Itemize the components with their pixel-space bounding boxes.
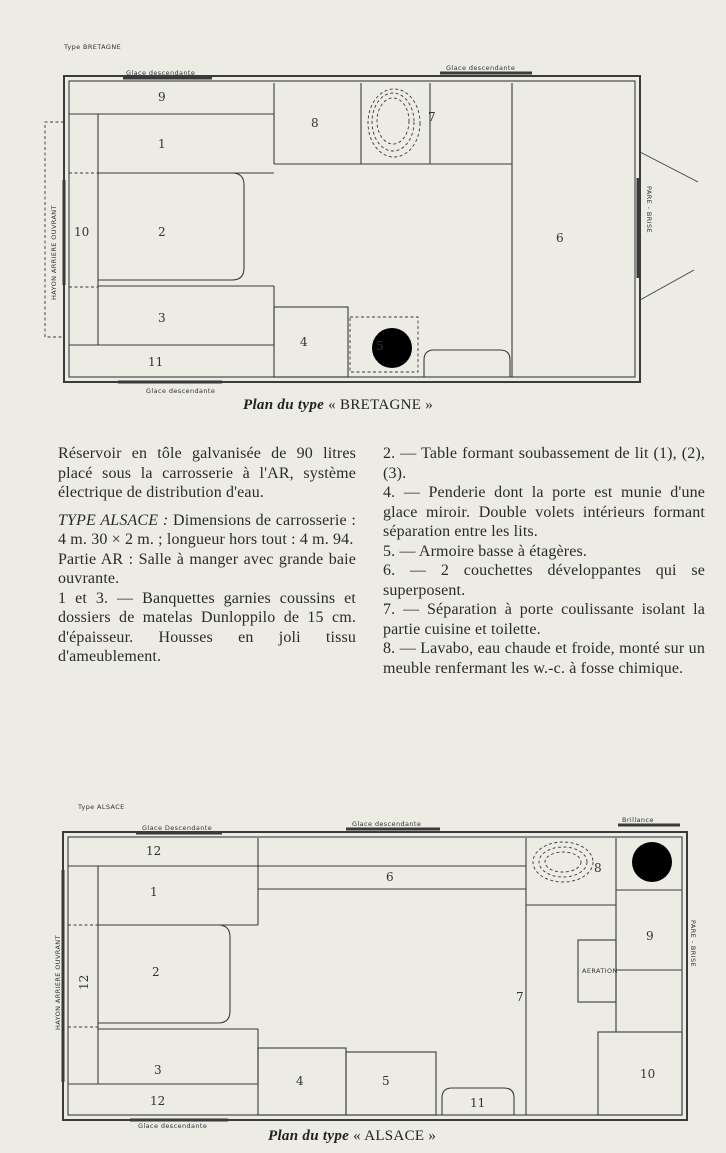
text-column-right	[383, 444, 705, 678]
glass-label: Glace descendante	[352, 820, 422, 828]
item-number: 8	[311, 116, 319, 130]
caption-name: « ALSACE »	[353, 1128, 437, 1144]
plan-alsace	[54, 803, 697, 1130]
paragraph: 1 et 3. — Banquettes garnies coussins et dossiers de matelas Dunloppilo de 15 cm. d'épaisseur. Housses en joli tissu d'ameublement.	[58, 589, 356, 665]
item-number: 11	[148, 355, 164, 369]
caption-name: « BRETAGNE »	[328, 397, 434, 413]
side-label: HAYON ARRIERE OUVRANT	[54, 935, 62, 1030]
plan-alsace-type-label: Type ALSACE	[78, 803, 125, 811]
item-number: 10	[74, 225, 90, 239]
paragraph	[58, 511, 356, 550]
side-label: HAYON ARRIERE OUVRANT	[50, 205, 58, 300]
item-number: 9	[646, 929, 654, 943]
glass-label: Glace Descendante	[142, 824, 213, 832]
item-number: 7	[516, 990, 524, 1004]
item-number: 3	[158, 311, 166, 325]
item-number: 12	[150, 1094, 166, 1108]
item-number: 9	[158, 90, 166, 104]
item-number: 2	[152, 965, 160, 979]
paragraph: Partie AR : Salle à manger avec grande baie ouvrante.	[58, 550, 356, 587]
paragraph: Réservoir en tôle galvanisée de 90 litres placé sous la carrosserie à l'AR, système électrique de distribution d'eau.	[58, 445, 356, 501]
item-number: 12	[146, 844, 162, 858]
caption-alsace	[268, 1128, 436, 1145]
item-number: 12	[77, 974, 91, 990]
item-number: 3	[154, 1063, 162, 1077]
glass-label: Brillance	[622, 816, 654, 824]
item-number: 4	[296, 1074, 304, 1088]
glass-label: Glace descendante	[446, 64, 516, 72]
item-number: 10	[640, 1067, 656, 1081]
caption-prefix: Plan du type	[243, 397, 325, 413]
glass-label: Glace descendante	[146, 387, 216, 395]
item-number: 11	[470, 1096, 486, 1110]
caption-bretagne	[243, 397, 433, 414]
item-number: 6	[386, 870, 394, 884]
item-number: 5	[382, 1074, 390, 1088]
paragraph: 6. — 2 couchettes développantes qui se superposent.	[383, 562, 705, 599]
glass-label: Glace descendante	[138, 1122, 208, 1130]
item-number: 7	[428, 110, 436, 124]
type-alsace-label: TYPE ALSACE :	[58, 511, 169, 529]
plan-bretagne	[45, 43, 698, 395]
item-number: 4	[300, 335, 308, 349]
item-number: 1	[158, 137, 166, 151]
paragraph: 2. — Table formant soubassement de lit (1), (2), (3).	[383, 445, 705, 482]
paragraph: 5. — Armoire basse à étagères.	[383, 542, 587, 560]
item-number: 5	[376, 339, 384, 353]
item-number: 2	[158, 225, 166, 239]
paragraph: 4. — Penderie dont la porte est munie d'une glace miroir. Double volets intérieurs formant séparation entre les lits.	[383, 484, 705, 540]
caption-prefix: Plan du type	[268, 1128, 350, 1144]
text-column-left	[58, 444, 356, 667]
plan-bretagne-type-label: Type BRETAGNE	[64, 43, 122, 51]
aeration-label: AERATION	[582, 967, 618, 975]
item-number: 6	[556, 231, 564, 245]
paragraph: 8. — Lavabo, eau chaude et froide, monté sur un meuble renfermant les w.-c. à fosse chimique.	[383, 640, 705, 677]
windshield-label: PARE - BRISE	[689, 920, 697, 967]
type-alsace-dimensions: Dimensions de carrosserie : 4 m. 30 × 2 m. ; longueur hors tout : 4 m. 94.	[58, 511, 356, 548]
windshield-label: PARE - BRISE	[645, 186, 653, 233]
paragraph: 7. — Séparation à porte coulissante isolant la partie cuisine et toilette.	[383, 601, 705, 638]
item-number: 1	[150, 885, 158, 899]
item-number: 8	[594, 861, 602, 875]
glass-label: Glace descendante	[126, 69, 196, 77]
